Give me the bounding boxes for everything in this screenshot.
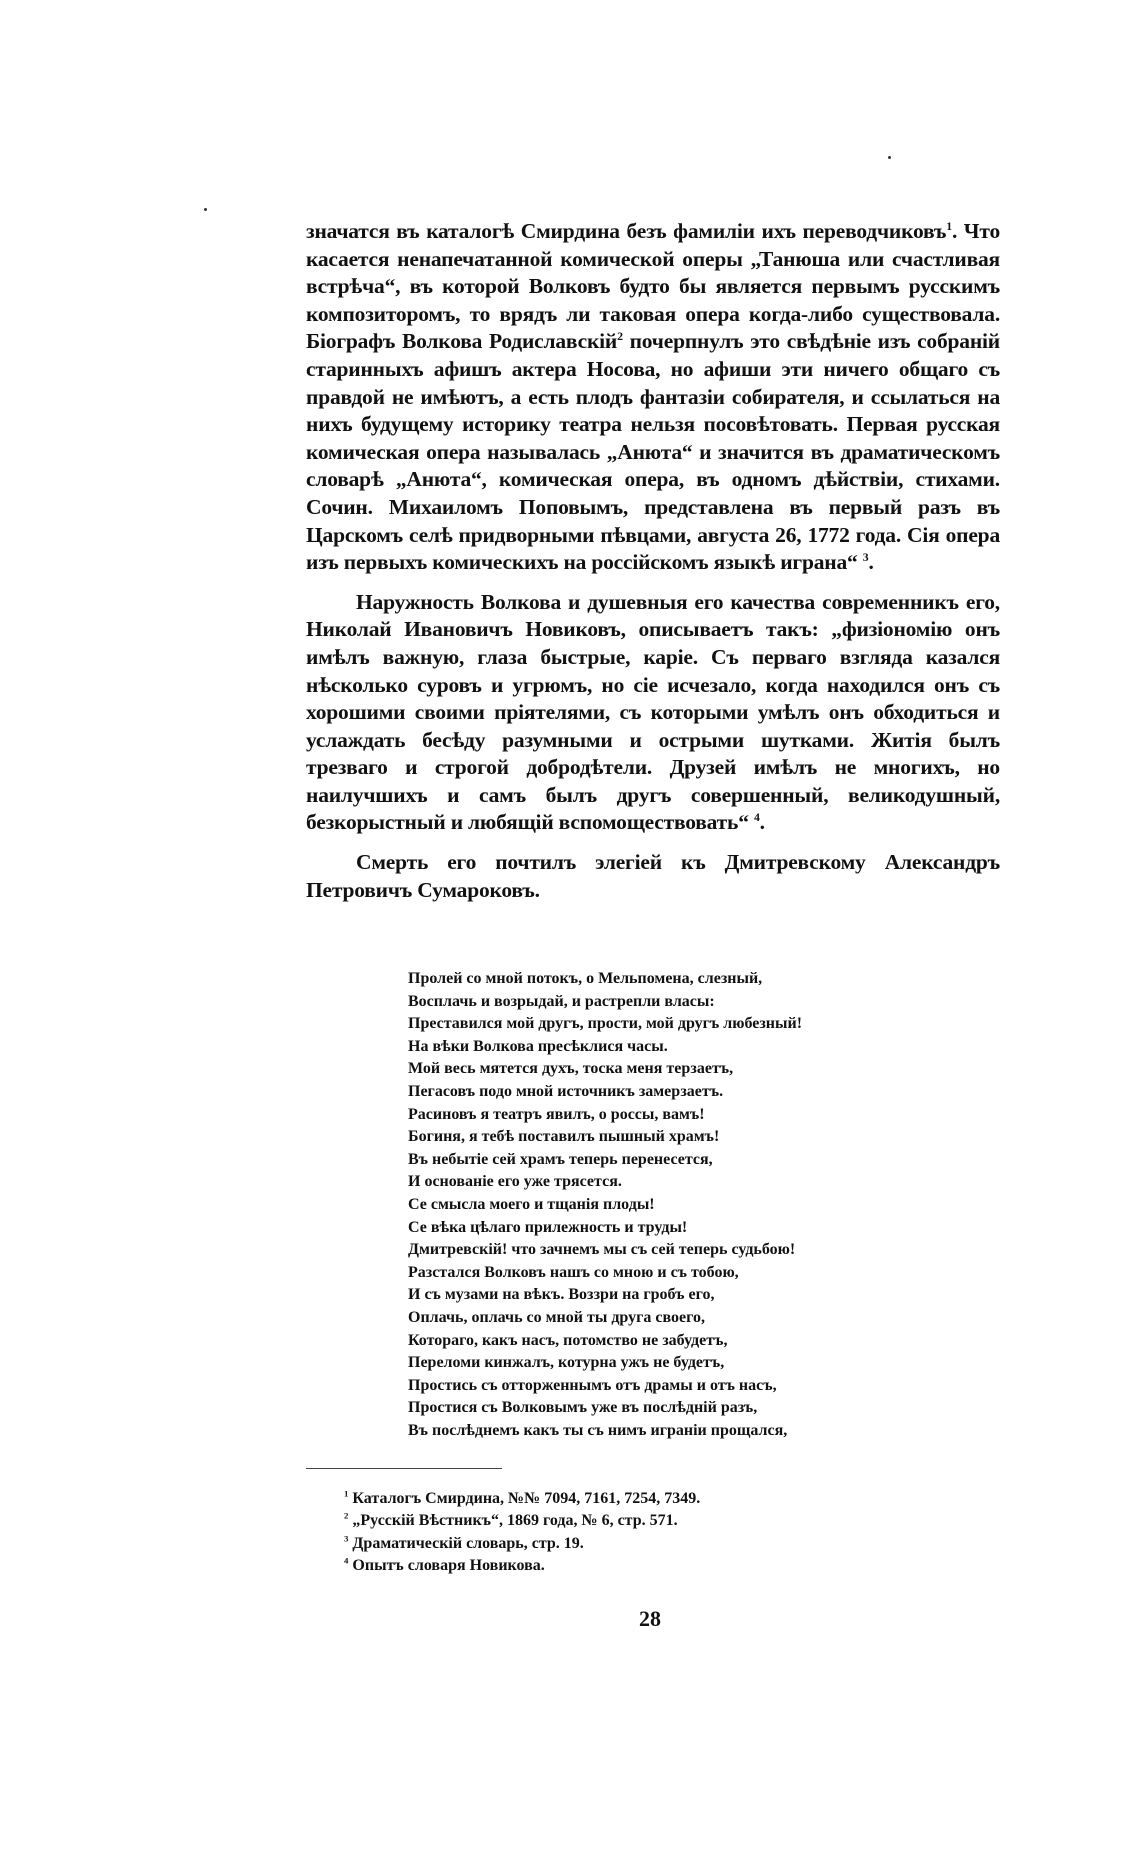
poem-line: На вѣки Волкова пресѣклися часы.: [408, 1037, 668, 1055]
paragraph-text: .: [759, 810, 765, 835]
footnote: [344, 1533, 904, 1555]
scan-speck: [204, 208, 207, 211]
footnote-mark: 4: [344, 1555, 349, 1566]
footnote-reference: 2: [617, 329, 623, 344]
poem-line: Богиня, я тебѣ поставилъ пышный храмъ!: [408, 1128, 720, 1146]
footnote-reference: 1: [946, 218, 952, 233]
paragraph-text: Смерть его почтилъ элегіей къ Дмитревскому Александръ Петровичъ Сумароковъ.: [306, 850, 1000, 902]
footnote-text: Драматическій словарь, стр. 19.: [352, 1534, 584, 1552]
footnote-reference: 3: [862, 549, 869, 564]
footnote: [344, 1488, 904, 1510]
footnote-text: „Русскій Вѣстникъ“, 1869 года, № 6, стр. 571.: [352, 1512, 678, 1530]
poem-line: Преставился мой другъ, прости, мой другъ любезный!: [408, 1015, 803, 1033]
poem-line: Дмитревскій! что зачнемъ мы съ сей теперь судьбою!: [408, 1241, 796, 1259]
poem-line: Котораго, какъ насъ, потомство не забудетъ,: [408, 1331, 728, 1349]
footnote-mark: 1: [344, 1488, 349, 1499]
poem-line: Пегасовъ подо мной источникъ замерзаетъ.: [408, 1082, 724, 1100]
paragraph-text: почерпнулъ это свѣдѣніе изъ собраній старинныхъ афишъ актера Носова, но афиши эти ничего общаго съ правдой не имѣютъ, а есть плодъ фантазіи собирателя, и ссылаться на нихъ будущему историку театра нельзя посовѣтовать. Первая русская комическая опера называлась „Анюта“ и значится въ драматическомъ словарѣ „Анюта“, комическая опера, въ одномъ дѣйствіи, стихами. Сочин. Михаиломъ Поповымъ, представлена въ первый разъ въ Царскомъ селѣ придворными пѣвцами, августа 26, 1772 года. Сія опера изъ первыхъ комическихъ на россійскомъ языкѣ играна“: [306, 329, 1000, 575]
poem-line: Простися съ Волковымъ уже въ послѣдній разъ,: [408, 1399, 758, 1417]
footnote-reference: 4: [753, 810, 760, 825]
poem-line: Се вѣка цѣлаго прилежность и труды!: [408, 1218, 688, 1236]
poem-line: Оплачь, оплачь со мной ты друга своего,: [408, 1308, 705, 1326]
body-text: [306, 218, 1000, 904]
paragraph-text: Наружность Волкова и душевныя его качества современникъ его, Николай Ивановичъ Новиковъ, описываетъ такъ: „физіономію онъ имѣлъ важную, глаза быстрые, каріе. Съ перваго взгляда казался нѣсколько суровъ и угрюмъ, но сіе исчезало, когда находился онъ съ хорошими своими пріятелями, съ которыми умѣлъ онъ обходиться и услаждать бесѣду разумными и острыми шутками. Житія былъ трезваго и строгой добродѣтели. Друзей имѣлъ не многихъ, но наилучшихъ и самъ былъ другъ совершенный, великодушный, безкорыстный и любящій вспомоществовать“: [306, 589, 1000, 835]
footnotes: [344, 1488, 904, 1578]
poem-line: Мой весь мятется духъ, тоска меня терзаетъ,: [408, 1060, 734, 1078]
paragraph-text: .: [868, 550, 874, 575]
poem-line: Переломи кинжалъ, котурна ужъ не будетъ,: [408, 1354, 725, 1372]
paragraph: [306, 589, 1000, 837]
poem-line: Разстался Волковъ нашъ со мною и съ тобою,: [408, 1263, 739, 1281]
paragraph-text: . Что касается ненапечатанной комической оперы „Танюша или счастливая встрѣча“, въ которой Волковъ будто бы является первымъ русскимъ композиторомъ, то врядъ ли таковая опера когда-либо существовала. Біографъ Волкова Родиславскій: [306, 219, 1000, 354]
poem-line: Восплачь и возрыдай, и растрепли власы:: [408, 992, 715, 1010]
scan-speck: [888, 156, 891, 159]
poem-line: Въ небытіе сей храмъ теперь перенесется,: [408, 1150, 713, 1168]
paragraph-text: значатся въ каталогѣ Смирдина безъ фамиліи ихъ переводчиковъ: [306, 219, 947, 243]
poem-line: И основаніе его уже трясется.: [408, 1173, 622, 1191]
footnote-text: Каталогъ Смирдина, №№ 7094, 7161, 7254, 7349.: [352, 1490, 701, 1507]
footnote-mark: 2: [344, 1511, 349, 1522]
poem-line: И съ музами на вѣкъ. Воззри на гробъ его,: [408, 1286, 715, 1304]
poem-line: Расиновъ я театръ явилъ, о россы, вамъ!: [408, 1105, 705, 1123]
elegy-poem: [408, 968, 928, 1442]
footnote-text: Опытъ словаря Новикова.: [352, 1557, 545, 1575]
footnote: [344, 1555, 904, 1577]
paragraph: [306, 218, 1000, 577]
footnote: [344, 1510, 904, 1532]
poem-line: Простись съ отторженнымъ отъ драмы и отъ насъ,: [408, 1376, 777, 1394]
footnote-mark: 3: [344, 1533, 349, 1544]
poem-line: Въ послѣднемъ какъ ты съ нимъ играніи прощался,: [408, 1421, 788, 1439]
paragraph: [306, 849, 1000, 904]
poem-line: Се смысла моего и тщанія плоды!: [408, 1195, 655, 1213]
page-number: 28: [639, 1606, 661, 1631]
footnote-divider: [306, 1468, 502, 1469]
poem-line: Пролей со мной потокъ, о Мельпомена, слезный,: [408, 970, 763, 987]
